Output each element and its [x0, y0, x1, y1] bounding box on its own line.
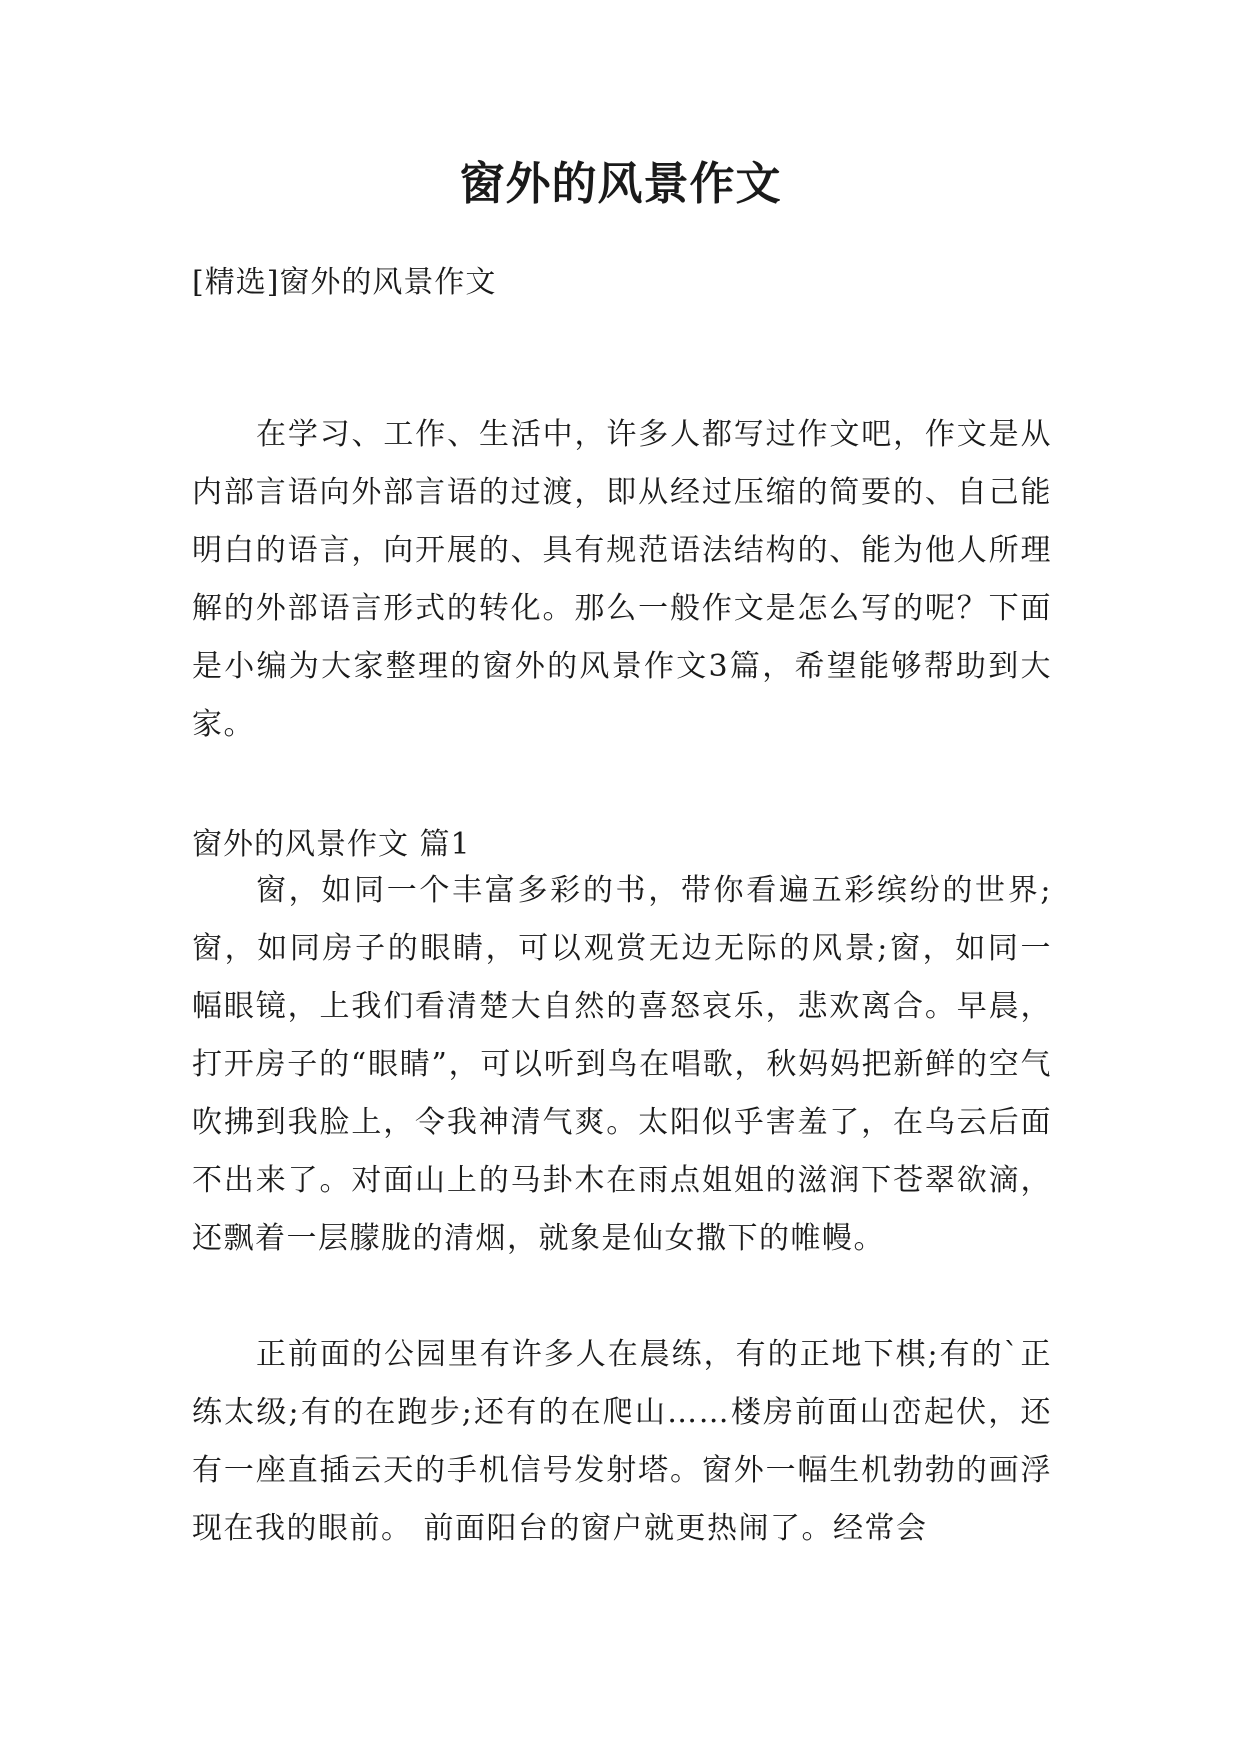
body-paragraph-1: 窗，如同一个丰富多彩的书，带你看遍五彩缤纷的世界;窗，如同房子的眼睛，可以观赏无边无际的风景;窗，如同一幅眼镜，上我们看清楚大自然的喜怒哀乐，悲欢离合。早晨，打开房子的“眼睛”，可以听到鸟在唱歌，秋妈妈把新鲜的空气吹拂到我脸上，令我神清气爽。太阳似乎害羞了，在乌云后面不出来了。对面山上的马卦木在雨点姐姐的滋润下苍翠欲滴，还飘着一层朦胧的清烟，就象是仙女撒下的帷幔。	[192, 873, 1052, 1256]
document-subtitle: [精选]窗外的风景作文	[192, 265, 497, 300]
intro-paragraph: 在学习、工作、生活中，许多人都写过作文吧，作文是从内部言语向外部言语的过渡，即从经过压缩的简要的、自己能明白的语言，向开展的、具有规范语法结构的、能为他人所理解的外部语言形式的转化。那么一般作文是怎么写的呢？下面是小编为大家整理的窗外的风景作文3篇，希望能够帮助到大家。	[192, 417, 1052, 742]
section-heading: 窗外的风景作文 篇1	[192, 827, 471, 862]
body-paragraph-2: 正前面的公园里有许多人在晨练，有的正地下棋;有的`正练太级;有的在跑步;还有的在爬山……楼房前面山峦起伏，还有一座直插云天的手机信号发射塔。窗外一幅生机勃勃的画浮现在我的眼前。 前面阳台的窗户就更热闹了。经常会	[192, 1337, 1052, 1546]
page-title: 窗外的风景作文	[459, 157, 782, 210]
